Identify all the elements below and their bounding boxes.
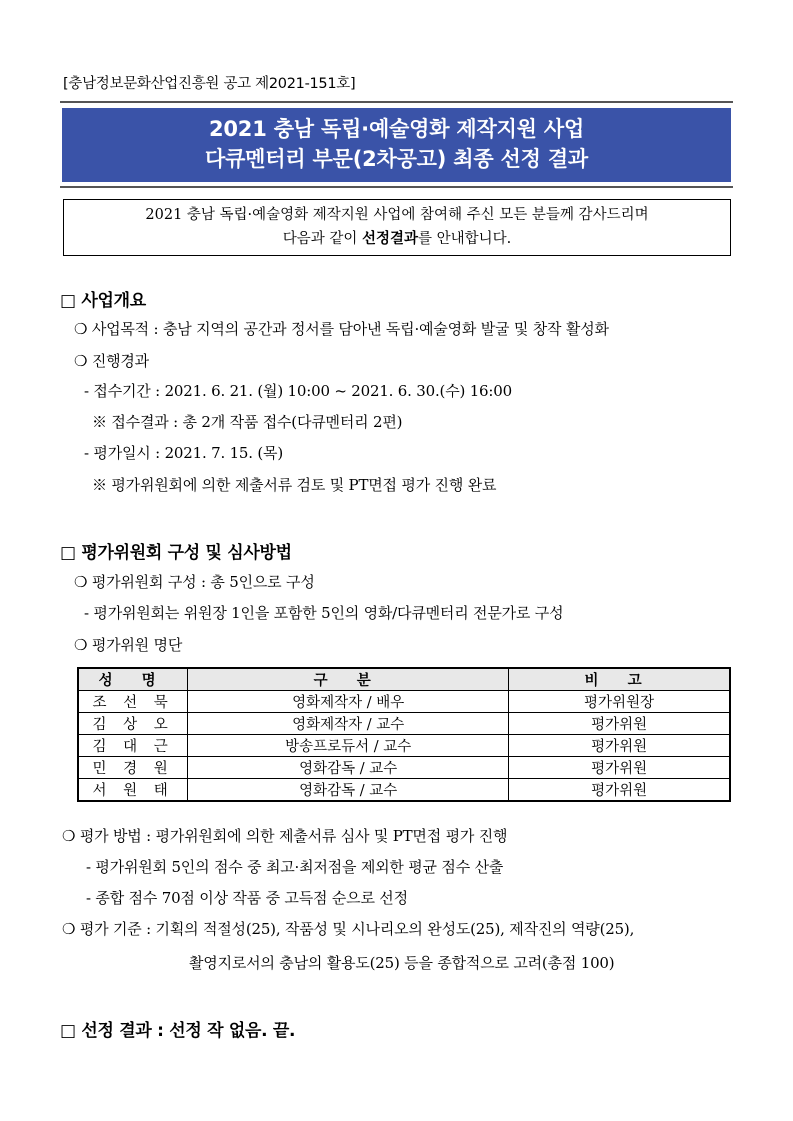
member-role: 평가위원	[509, 735, 730, 757]
title-line-1: 2021 충남 독립·예술영화 제작지원 사업	[208, 117, 585, 141]
intro-box	[63, 199, 731, 256]
member-category: 방송프로듀서 / 교수	[188, 735, 509, 757]
member-category: 영화감독 / 교수	[188, 757, 509, 779]
table-row	[78, 713, 730, 735]
title-line-2: 다큐멘터리 부문(2차공고) 최종 선정 결과	[204, 147, 589, 171]
section-overview-heading: □ 사업개요	[60, 291, 146, 311]
criteria-line-1: ❍ 평가 기준 : 기획의 적절성(25), 작품성 및 시나리오의 완성도(25), 제작진의 역량(25),	[62, 920, 635, 938]
member-role: 평가위원장	[509, 691, 730, 713]
title-rule-bottom	[60, 186, 733, 188]
member-name: 민 경 원	[78, 757, 188, 779]
method-detail-1: - 평가위원회 5인의 점수 중 최고·최저점을 제외한 평균 점수 산출	[86, 858, 504, 876]
header-note: 비 고	[509, 668, 730, 691]
composition-detail-line: - 평가위원회는 위원장 1인을 포함한 5인의 영화/다큐멘터리 전문가로 구성	[84, 604, 564, 622]
method-detail-2: - 종합 점수 70점 이상 작품 중 고득점 순으로 선정	[86, 889, 408, 907]
eval-date-line: - 평가일시 : 2021. 7. 15. (목)	[84, 444, 283, 462]
intro-text-post: 를 안내합니다.	[418, 231, 512, 247]
member-role: 평가위원	[509, 713, 730, 735]
table-row	[78, 691, 730, 713]
title-banner	[62, 108, 731, 182]
eval-note-line: ※ 평가위원회에 의한 제출서류 검토 및 PT면접 평가 진행 완료	[92, 476, 497, 494]
result-line: ※ 접수결과 : 총 2개 작품 접수(다큐멘터리 2편)	[92, 413, 403, 431]
table-header-row	[78, 668, 730, 691]
notice-number: [충남정보문화산업진흥원 공고 제2021-151호]	[63, 76, 356, 92]
committee-table	[77, 667, 731, 802]
member-role: 평가위원	[509, 757, 730, 779]
purpose-line: ❍ 사업목적 : 충남 지역의 공간과 정서를 담아낸 독립·예술영화 발굴 및 창작 활성화	[74, 320, 609, 338]
period-line: - 접수기간 : 2021. 6. 21. (월) 10:00 ~ 2021. 6. 30.(수) 16:00	[84, 382, 512, 400]
composition-line: ❍ 평가위원회 구성 : 총 5인으로 구성	[74, 573, 315, 591]
member-category: 영화제작자 / 교수	[188, 713, 509, 735]
table-row	[78, 757, 730, 779]
header-category: 구 분	[188, 668, 509, 691]
section-result-heading: □ 선정 결과 : 선정 작 없음. 끝.	[60, 1021, 296, 1041]
roster-line: ❍ 평가위원 명단	[74, 636, 183, 654]
member-name: 서 원 태	[78, 779, 188, 802]
member-category: 영화제작자 / 배우	[188, 691, 509, 713]
intro-text-bold: 선정결과	[361, 230, 419, 247]
method-line: ❍ 평가 방법 : 평가위원회에 의한 제출서류 심사 및 PT면접 평가 진행	[62, 827, 508, 845]
table-row	[78, 779, 730, 802]
header-name: 성 명	[78, 668, 188, 691]
title-rule-top	[60, 101, 733, 103]
intro-line-2	[64, 227, 730, 251]
section-committee-heading: □ 평가위원회 구성 및 심사방법	[60, 543, 292, 563]
intro-line-1: 2021 충남 독립·예술영화 제작지원 사업에 참여해 주신 모든 분들께 감사드리며	[145, 207, 649, 223]
table-row	[78, 735, 730, 757]
member-role: 평가위원	[509, 779, 730, 802]
criteria-line-2: 촬영지로서의 충남의 활용도(25) 등을 종합적으로 고려(총점 100)	[189, 954, 615, 972]
member-name: 김 대 근	[78, 735, 188, 757]
progress-line: ❍ 진행경과	[74, 352, 149, 370]
member-name: 조 선 묵	[78, 691, 188, 713]
member-name: 김 상 오	[78, 713, 188, 735]
member-category: 영화감독 / 교수	[188, 779, 509, 802]
intro-text-pre: 다음과 같이	[282, 231, 362, 247]
